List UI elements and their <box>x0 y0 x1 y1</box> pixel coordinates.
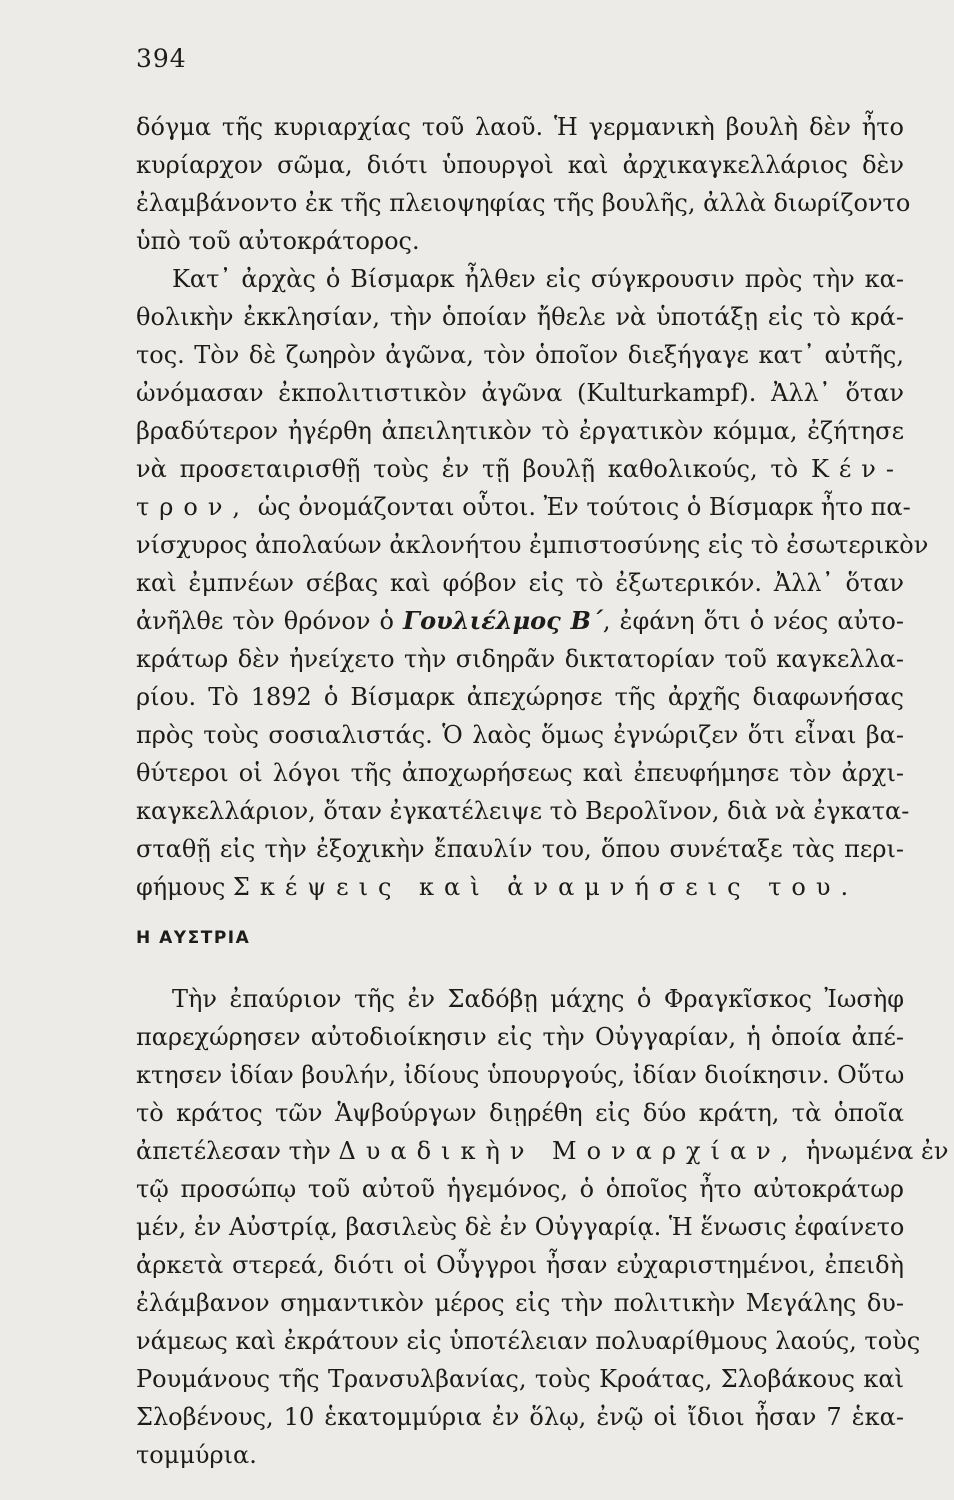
text-segment: ἡνωμένα ἐν <box>806 1137 949 1165</box>
text-line: νάμεως καὶ ἐκράτουν εἰς ὑποτέλειαν πολυαρίθμους λαούς, τοὺς <box>136 1327 921 1355</box>
paragraph-block-austria <box>136 980 949 1474</box>
text-segment: φήμους <box>136 873 226 901</box>
text-line: ἐλάμβανον σημαντικὸν μέρος εἰς τὴν πολιτικὴν Μεγάλης δυ- <box>136 1289 904 1317</box>
text-line: Ρουμάνους τῆς Τρανσυλβανίας, τοὺς Κροάτας, Σλοβάκους καὶ <box>136 1365 904 1393</box>
text-line: ὠνόμασαν ἐκπολιτιστικὸν ἀγῶνα (Kulturkampf). Ἀλλ᾽ ὅταν <box>136 379 904 407</box>
text-line <box>136 1132 949 1170</box>
text-line <box>136 602 904 640</box>
spaced-text: Σκέψεις καὶ ἀναμνήσεις του. <box>232 873 859 901</box>
text-line: καὶ ἐμπνέων σέβας καὶ φόβον εἰς τὸ ἐξωτερικόν. Ἀλλ᾽ ὅταν <box>136 569 904 597</box>
text-segment: νὰ προσεταιρισθῇ τοὺς ἐν τῇ βουλῇ καθολικούς, τὸ <box>136 455 799 483</box>
text-line: κτησεν ἰδίαν βουλήν, ἰδίους ὑπουργούς, ἰδίαν διοίκησιν. Οὕτω <box>136 1061 905 1089</box>
text-line: παρεχώρησεν αὐτοδιοίκησιν εἰς τὴν Οὐγγαρίαν, ἡ ὁποία ἀπέ- <box>136 1023 904 1051</box>
text-line: βραδύτερον ἠγέρθη ἀπειλητικὸν τὸ ἐργατικὸν κόμμα, ἐζήτησε <box>136 417 904 445</box>
text-segment: , ἐφάνη ὅτι ὁ νέος αὐτο- <box>602 607 904 635</box>
text-line: ἐλαμβάνοντο ἐκ τῆς πλειοψηφίας τῆς βουλῆς, ἀλλὰ διωρίζοντο <box>136 189 911 217</box>
section-heading: Η ΑΥΣΤΡΙΑ <box>136 928 251 948</box>
text-line: πρὸς τοὺς σοσιαλιστάς. Ὁ λαὸς ὅμως ἐγνώριζεν ὅτι εἶναι βα- <box>136 721 904 749</box>
text-line: καγκελλάριον, ὅταν ἐγκατέλειψε τὸ Βερολῖνον, διὰ νὰ ἐγκατα- <box>136 797 910 825</box>
text-line: Κατ᾽ ἀρχὰς ὁ Βίσμαρκ ἦλθεν εἰς σύγκρουσιν πρὸς τὴν κα- <box>172 265 904 293</box>
page-number: 394 <box>136 44 187 73</box>
text-line: τος. Τὸν δὲ ζωηρὸν ἀγῶνα, τὸν ὁποῖον διεξήγαγε κατ᾽ αὐτῆς, <box>136 341 904 369</box>
text-line: κράτωρ δὲν ἠνείχετο τὴν σιδηρᾶν δικτατορίαν τοῦ καγκελλα- <box>136 645 904 673</box>
text-line: ἀρκετὰ στερεά, διότι οἱ Οὖγγροι ἦσαν εὐχαριστημένοι, ἐπειδὴ <box>136 1251 904 1279</box>
paragraph-block-bismarck <box>136 108 929 906</box>
text-line: θολικὴν ἐκκλησίαν, τὴν ὁποίαν ἤθελε νὰ ὑποτάξῃ εἰς τὸ κρά- <box>136 303 904 331</box>
text-segment: ὡς ὀνομάζονται οὗτοι. Ἐν τούτοις ὁ Βίσμαρκ ἦτο πα- <box>257 493 911 521</box>
text-line: τομμύρια. <box>136 1441 257 1469</box>
text-segment: ἀνῆλθε τὸν θρόνον ὁ <box>136 607 394 635</box>
text-line: Σλοβένους, 10 ἑκατομμύρια ἐν ὅλῳ, ἐνῷ οἱ ἴδιοι ἦσαν 7 ἑκα- <box>136 1403 904 1431</box>
text-segment: ἀπετέλεσαν τὴν <box>136 1137 331 1165</box>
spaced-text: Κέν- <box>810 455 904 483</box>
emphasized-name: Γουλιέλμος Β΄ <box>403 606 603 635</box>
text-line: τῷ προσώπῳ τοῦ αὐτοῦ ἡγεμόνος, ὁ ὁποῖος ἦτο αὐτοκράτωρ <box>136 1175 904 1203</box>
text-line <box>136 488 911 526</box>
text-line <box>136 450 904 488</box>
spaced-text: τρον, <box>136 493 251 521</box>
text-line: ὑπὸ τοῦ αὐτοκράτορος. <box>136 227 420 255</box>
text-line: σταθῇ εἰς τὴν ἐξοχικὴν ἔπαυλίν του, ὅπου συνέταξε τὰς περι- <box>136 835 904 863</box>
text-line: δόγμα τῆς κυριαρχίας τοῦ λαοῦ. Ἡ γερμανικὴ βουλὴ δὲν ἦτο <box>136 113 904 141</box>
text-line: Τὴν ἐπαύριον τῆς ἐν Σαδόβῃ μάχης ὁ Φραγκῖσκος Ἰωσὴφ <box>172 985 904 1013</box>
text-line: νίσχυρος ἀπολαύων ἀκλονήτου ἐμπιστοσύνης εἰς τὸ ἐσωτερικὸν <box>136 531 929 559</box>
text-line: κυρίαρχον σῶμα, διότι ὑπουργοὶ καὶ ἀρχικαγκελλάριος δὲν <box>136 151 904 179</box>
text-line: μέν, ἐν Αὐστρίᾳ, βασιλεὺς δὲ ἐν Οὐγγαρίᾳ. Ἡ ἕνωσις ἐφαίνετο <box>136 1213 905 1241</box>
text-line: ρίου. Τὸ 1892 ὁ Βίσμαρκ ἀπεχώρησε τῆς ἀρχῆς διαφωνήσας <box>136 683 904 711</box>
text-line: θύτεροι οἱ λόγοι τῆς ἀποχωρήσεως καὶ ἐπευφήμησε τὸν ἀρχι- <box>136 759 904 787</box>
spaced-text: Δυαδικὴν Μοναρχίαν, <box>338 1137 799 1165</box>
text-line: τὸ κράτος τῶν Ἁψβούργων διῃρέθη εἰς δύο κράτη, τὰ ὁποῖα <box>136 1099 904 1127</box>
text-line <box>136 868 904 906</box>
